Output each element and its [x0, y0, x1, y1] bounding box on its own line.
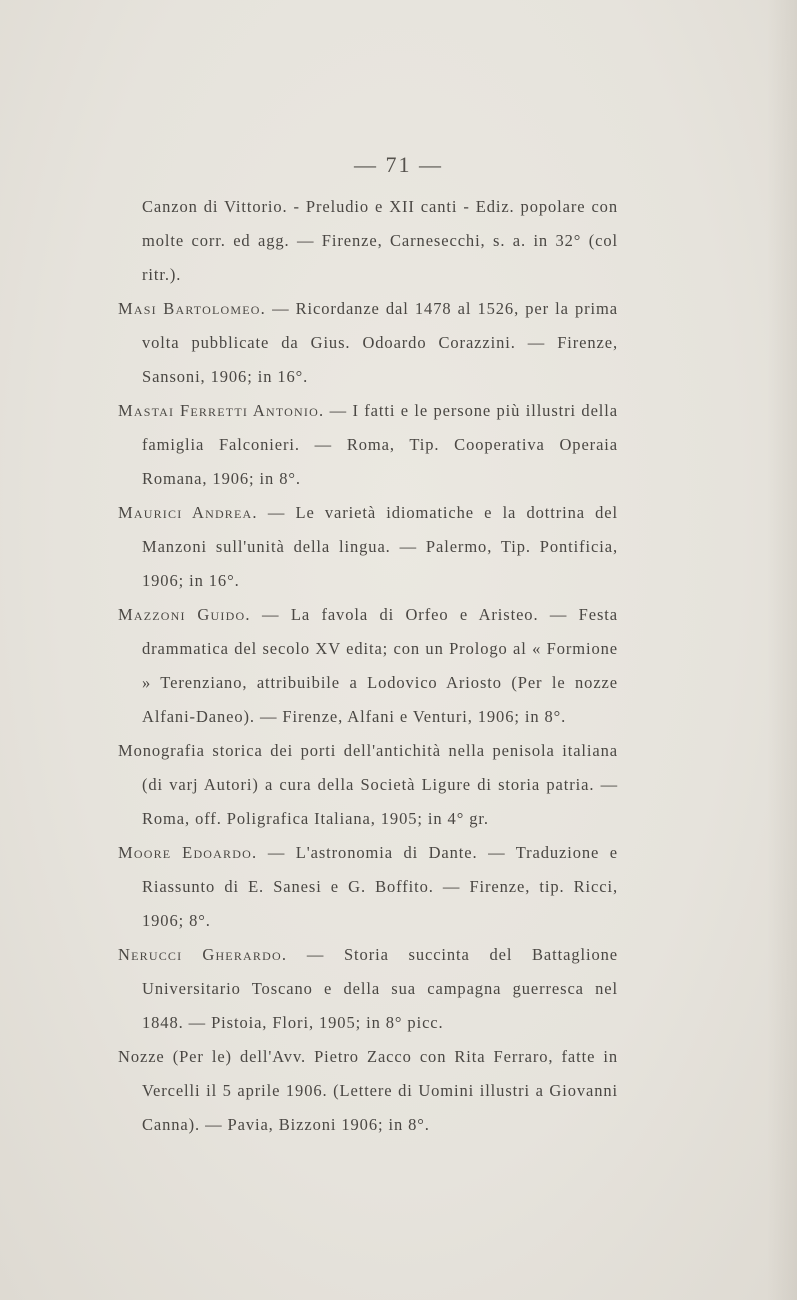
entry-text: Nozze (Per le) dell'Avv. Pietro Zacco con Rita Ferraro, fatte in Vercelli il 5 aprile 1906. (Lettere di Uomini illustri a Giovanni Canna). — Pavia, Bizzoni 1906; in 8°. [118, 1047, 618, 1134]
entry-author: Nerucci Gherardo. [118, 945, 288, 964]
entry-text: — I fatti e le persone più illustri della famiglia Falconieri. — Roma, Tip. Cooperativa Operaia Romana, 1906; in 8°. [142, 401, 618, 488]
entry-author: Maurici Andrea. [118, 503, 258, 522]
entry-text: Monografia storica dei porti dell'antichità nella penisola italiana (di varj Autori) a cura della Società Ligure di storia patria. — Roma, off. Poligrafica Italiana, 1905; in 4° gr. [118, 741, 618, 828]
entry-text: — Storia succinta del Battaglione Universitario Toscano e della sua campagna guerresca nel 1848. — Pistoia, Flori, 1905; in 8° picc. [142, 945, 618, 1032]
entry-text: — L'astronomia di Dante. — Traduzione e Riassunto di E. Sanesi e G. Boffito. — Firenze, tip. Ricci, 1906; 8°. [142, 843, 618, 930]
bibliography-list [118, 190, 618, 1142]
entry-text: — Ricordanze dal 1478 al 1526, per la prima volta pubblicate da Gius. Odoardo Corazzini. — Firenze, Sansoni, 1906; in 16°. [142, 299, 618, 386]
bibliography-entry [118, 394, 618, 496]
bibliography-entry [118, 190, 618, 292]
entry-author: Mazzoni Guido. [118, 605, 251, 624]
entry-text: Canzon di Vittorio. - Preludio e XII canti - Ediz. popolare con molte corr. ed agg. — Firenze, Carnesecchi, s. a. in 32° (col ritr.). [142, 197, 618, 284]
entry-author: Masi Bartolomeo. [118, 299, 266, 318]
bibliography-entry [118, 734, 618, 836]
bibliography-entry [118, 598, 618, 734]
bibliography-entry [118, 292, 618, 394]
entry-author: Mastai Ferretti Antonio. [118, 401, 325, 420]
entry-text: — La favola di Orfeo e Aristeo. — Festa drammatica del secolo XV edita; con un Prologo al « Formione » Terenziano, attribuibile a Lodovico Ariosto (Per le nozze Alfani-Daneo). — Firenze, Alfani e Venturi, 1906; in 8°. [142, 605, 618, 726]
bibliography-entry [118, 496, 618, 598]
page-number: — 71 — [354, 152, 443, 177]
bibliography-entry [118, 1040, 618, 1142]
bibliography-entry [118, 836, 618, 938]
entry-text: — Le varietà idiomatiche e la dottrina del Manzoni sull'unità della lingua. — Palermo, Tip. Pontificia, 1906; in 16°. [142, 503, 619, 590]
entry-author: Moore Edoardo. [118, 843, 258, 862]
page-edge-shadow [767, 0, 797, 1300]
bibliography-entry [118, 938, 618, 1040]
